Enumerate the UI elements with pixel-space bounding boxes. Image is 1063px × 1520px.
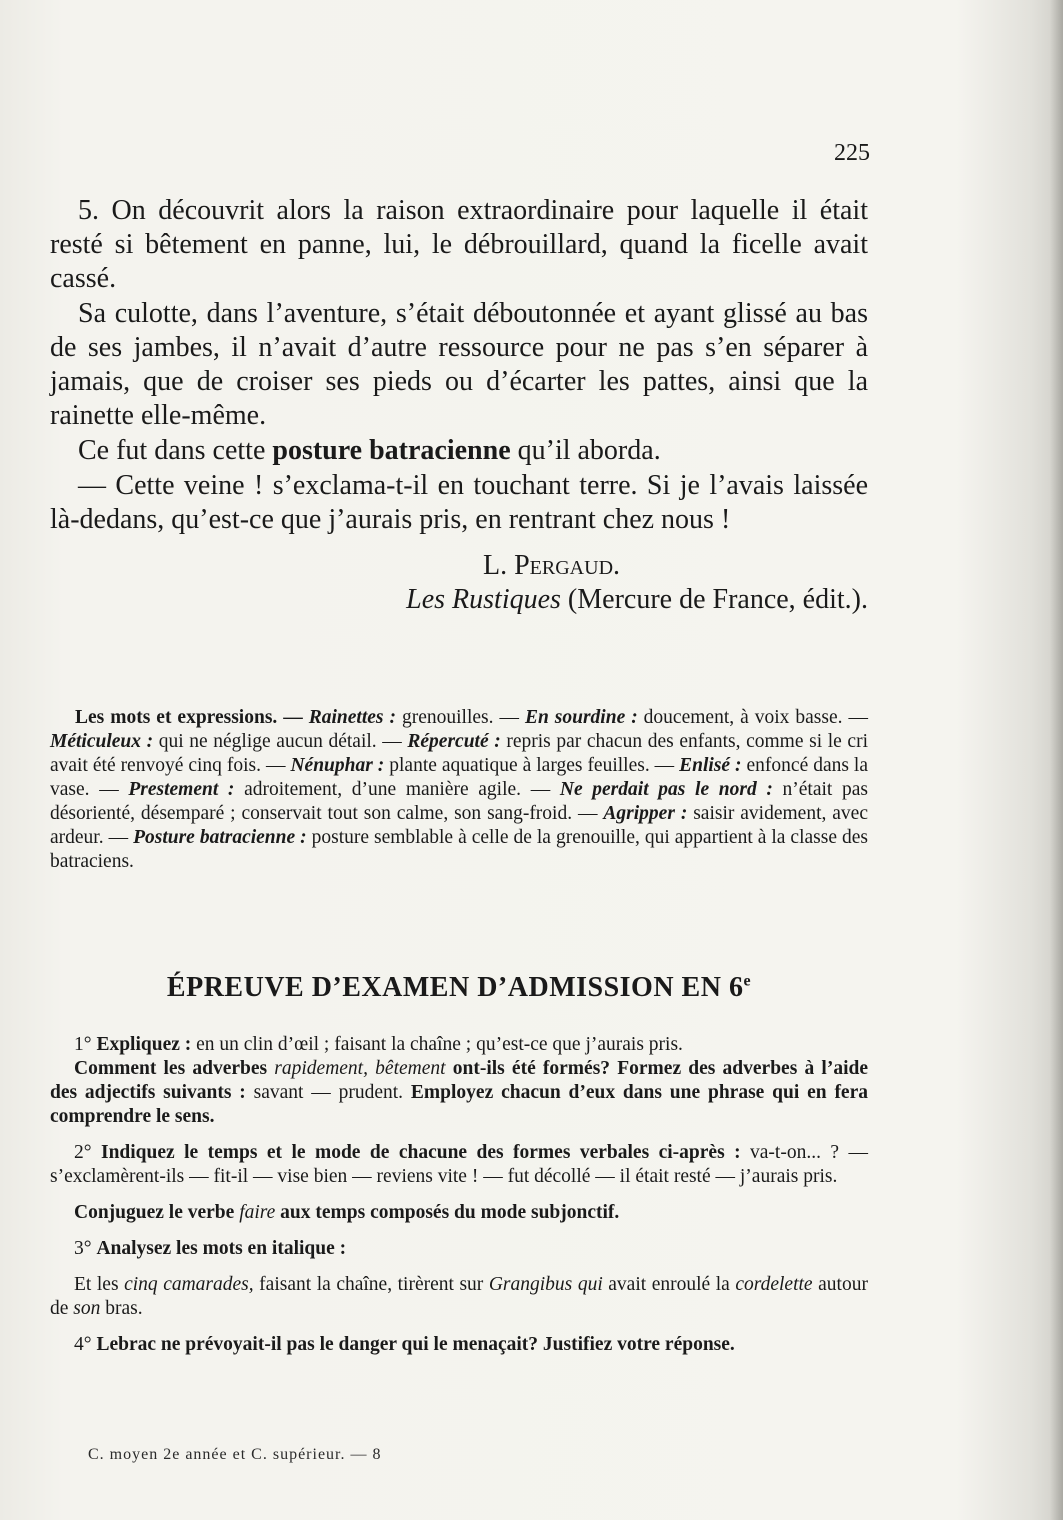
question-instruction: Indiquez le temps et le mode de chacune des formes verbales ci-après : — [100, 1142, 741, 1163]
vocab-definition: enfoncé dans la vase. — — [50, 755, 868, 800]
vocab-term: Ne perdait pas le nord : — [559, 779, 773, 800]
vocabulary-section — [50, 706, 868, 874]
question-instruction: Comment les adverbes — [74, 1058, 275, 1079]
vocab-term: Posture batracienne : — [133, 827, 307, 848]
vocabulary-paragraph — [50, 706, 868, 874]
vocab-definition: qui ne néglige aucun détail. — — [153, 731, 408, 752]
source-line — [50, 584, 868, 616]
italic-words: rapidement, bêtement — [274, 1058, 446, 1079]
text: Et les — [74, 1274, 125, 1295]
vocab-definition: plante aquatique à larges feuilles. — — [384, 755, 680, 776]
question-instruction: Conjuguez le verbe — [74, 1202, 240, 1223]
question-instruction: Employez chacun d’eux dans une phrase qui en fera comprendre le sens. — [50, 1082, 868, 1127]
question-text: va-t-on... ? — s’exclamèrent-ils — fit-il — vise bien — reviens vite ! — fut décollé — il était resté — j’aurais pris. — [50, 1142, 868, 1187]
italic-word: cinq camarades, — [124, 1274, 254, 1295]
page-edge — [1049, 0, 1063, 1520]
italic-word: faire — [239, 1202, 276, 1223]
text: faisant la chaîne, tirèrent sur — [253, 1274, 489, 1295]
vocab-term: Prestement : — [128, 779, 235, 800]
italic-word: son — [73, 1298, 101, 1319]
question-text: en un clin d’œil ; faisant la chaîne ; qu’est-ce que j’aurais pris. — [191, 1034, 683, 1055]
story-paragraph-1: 5. On découvrit alors la raison extraordinaire pour laquelle il était resté si bêtement en panne, lui, le débrouillard, quand la ficelle avait cassé. — [50, 195, 868, 294]
vocab-term: Agripper : — [603, 803, 688, 824]
text: Ce fut dans cette — [78, 435, 273, 466]
page-number: 225 — [834, 140, 870, 166]
publisher: (Mercure de France, édit.). — [560, 584, 868, 615]
question-instruction: aux temps composés du mode subjonctif. — [275, 1202, 620, 1223]
story-paragraph-2: Sa culotte, dans l’aventure, s’était déboutonnée et ayant glissé au bas de ses jambes, il n’avait d’autre ressource pour ne pas s’en séparer à jamais, que de croiser ses pieds ou d’écarter les pattes, ainsi que la rainette elle-même. — [50, 298, 868, 431]
exam-title-text: ÉPREUVE D’EXAMEN D’ADMISSION EN 6 — [166, 972, 744, 1003]
question-text: savant — prudent. — [245, 1082, 411, 1103]
question-number: 3° — [74, 1238, 97, 1259]
italic-word: cordelette — [735, 1274, 813, 1295]
question-instruction: Lebrac ne prévoyait-il pas le danger qui le menaçait? Justifiez votre réponse. — [96, 1334, 735, 1355]
vocab-definition: posture semblable à celle de la grenouille, qui appartient à la classe des batraciens. — [50, 827, 868, 872]
question-instruction: ont-ils été formés? Formez des adverbes à l’aide des adjectifs suivants : — [50, 1058, 869, 1103]
author-name: Pergaud. — [514, 550, 621, 581]
exam-title — [50, 972, 868, 1004]
footer-signature: C. moyen 2e année et C. supérieur. — 8 — [88, 1446, 382, 1463]
exam-title-sup: e — [743, 972, 752, 990]
vocab-definition: repris par chacun des enfants, comme si le cri avait été renvoyé cinq fois. — — [50, 731, 868, 776]
question-instruction: Analysez les mots en italique : — [96, 1238, 347, 1259]
question-number: 1° — [74, 1034, 97, 1055]
vocab-definition: adroitement, d’une manière agile. — — [234, 779, 560, 800]
vocab-term: Enlisé : — [679, 755, 742, 776]
exam-questions — [50, 1033, 868, 1357]
text: autour de — [50, 1274, 868, 1319]
vocab-definition: saisir avidement, avec ardeur. — — [50, 803, 868, 848]
bold-phrase: posture batracienne — [272, 435, 511, 466]
story-paragraph-4: — Cette veine ! s’exclama-t-il en touchant terre. Si je l’avais laissée là-dedans, qu’est-ce que j’aurais pris, en rentrant chez nous ! — [50, 470, 868, 535]
question-number: 2° — [74, 1142, 101, 1163]
author-line — [50, 550, 868, 582]
question-1b — [50, 1057, 868, 1129]
question-3 — [50, 1237, 868, 1261]
text: avait enroulé la — [602, 1274, 736, 1295]
text: bras. — [100, 1298, 143, 1319]
vocabulary-heading: Les mots et expressions. — — [75, 707, 309, 728]
story-text — [50, 194, 868, 537]
italic-word: Grangibus qui — [488, 1274, 603, 1295]
question-2 — [50, 1141, 868, 1189]
text: qu’il aborda. — [510, 435, 661, 466]
vocab-term: Nénuphar : — [290, 755, 385, 776]
question-1 — [50, 1033, 868, 1057]
vocab-definition: n’était pas désorienté, désemparé ; conservait tout son calme, son sang-froid. — — [50, 779, 868, 824]
question-4 — [50, 1333, 868, 1357]
question-3-sentence — [50, 1273, 868, 1321]
vocab-definition: grenouilles. — — [395, 707, 525, 728]
vocab-definition: doucement, à voix basse. — — [637, 707, 868, 728]
vocab-term: Méticuleux : — [50, 731, 154, 752]
vocab-term: Rainettes : — [308, 707, 396, 728]
question-instruction: Expliquez : — [96, 1034, 192, 1055]
question-number: 4° — [74, 1334, 97, 1355]
story-paragraph-3 — [50, 434, 868, 468]
question-2b — [50, 1201, 868, 1225]
vocab-term: Répercuté : — [407, 731, 501, 752]
author-initial: L. — [483, 550, 515, 581]
vocab-term: En sourdine : — [524, 707, 638, 728]
book-title: Les Rustiques — [406, 584, 561, 615]
